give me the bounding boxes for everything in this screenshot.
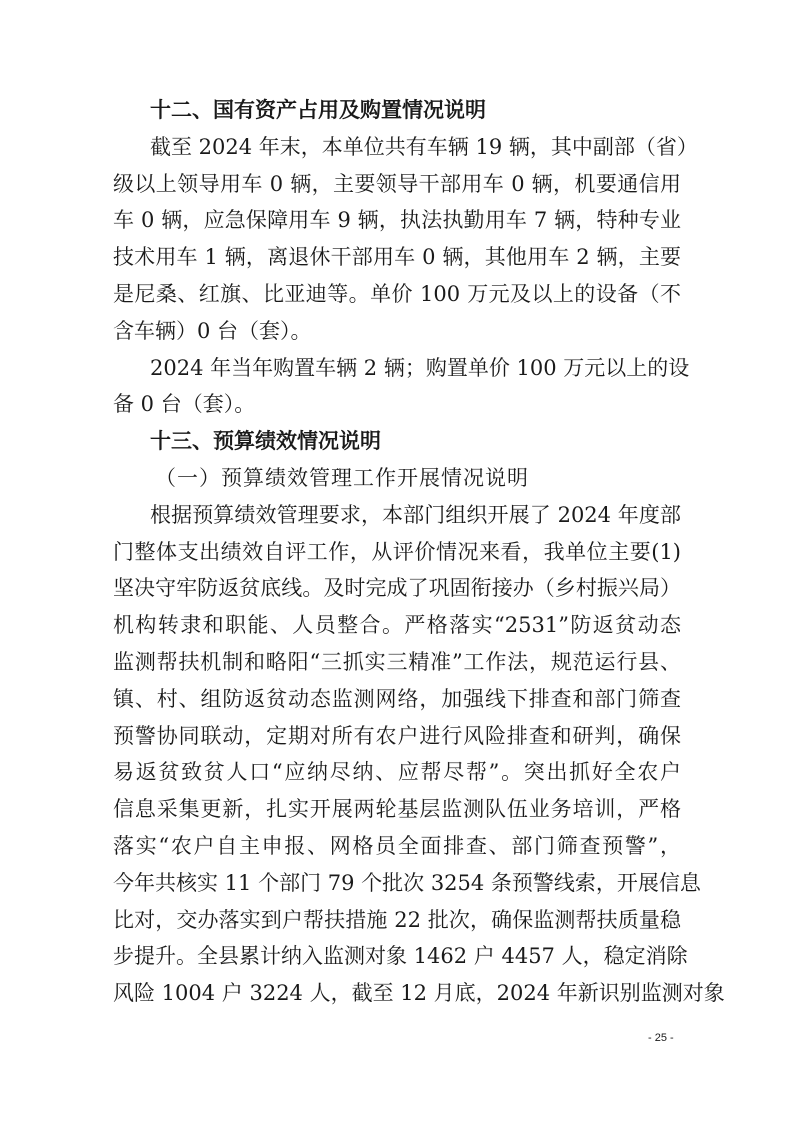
text-line: 备 0 台（套）。 [113,392,256,417]
text-line: 步提升。全县累计纳入监测对象 1462 户 4457 人，稳定消除 [113,944,688,969]
text-line: 信息采集更新，扎实开展两轮基层监测队伍业务培训，严格 [113,797,681,822]
text-line: （一）预算绩效管理工作开展情况说明 [155,465,529,490]
text-line: 是尼桑、红旗、比亚迪等。单价 100 万元及以上的设备（不 [113,281,681,306]
text-line: 机构转隶和职能、人员整合。严格落实“2531”防返贫动态 [113,613,681,638]
section-heading [113,92,681,129]
text-line: 截至 2024 年末，本单位共有车辆 19 辆，其中副部（省） [150,134,698,159]
text-line: 比对，交办落实到户帮扶措施 22 批次，确保监测帮扶质量稳 [113,907,681,932]
text-line: 落实“农户自主申报、网格员全面排查、部门筛查预警”， [113,833,681,858]
text-line: 级以上领导用车 0 辆，主要领导干部用车 0 辆，机要通信用 [113,171,681,196]
text-line: 预警协同联动，定期对所有农户进行风险排查和研判，确保 [113,723,681,748]
section-heading [113,423,681,460]
text-line: 十二、国有资产占用及购置情况说明 [150,98,486,122]
paragraph [113,497,725,1012]
document-body [113,92,725,1012]
paragraph [113,350,690,424]
text-line: 车 0 辆，应急保障用车 9 辆，执法执勤用车 7 辆，特种专业 [113,208,681,233]
text-line: 坚决守牢防返贫底线。及时完成了巩固衔接办（乡村振兴局） [113,576,681,601]
text-line: 今年共核实 11 个部门 79 个批次 3254 条预警线索，开展信息 [113,870,701,895]
text-line: 门整体支出绩效自评工作，从评价情况来看，我单位主要(1) [113,539,681,564]
text-line: 2024 年当年购置车辆 2 辆；购置单价 100 万元以上的设 [150,355,690,380]
text-line: 十三、预算绩效情况说明 [150,429,381,454]
text-line: 易返贫致贫人口“应纳尽纳、应帮尽帮”。突出抓好全农户 [113,760,681,785]
subsection-heading [113,460,681,497]
page-number: - 25 - [648,1032,674,1044]
text-line: 监测帮扶机制和略阳“三抓实三精准”工作法，规范运行县、 [113,649,681,674]
text-line: 含车辆）0 台（套）。 [113,318,312,343]
paragraph [113,129,698,350]
text-line: 根据预算绩效管理要求，本部门组织开展了 2024 年度部 [150,502,681,527]
text-line: 风险 1004 户 3224 人，截至 12 月底，2024 年新识别监测对象 [113,981,725,1006]
text-line: 技术用车 1 辆，离退休干部用车 0 辆，其他用车 2 辆，主要 [113,245,681,270]
text-line: 镇、村、组防返贫动态监测网络，加强线下排查和部门筛查 [113,686,681,711]
